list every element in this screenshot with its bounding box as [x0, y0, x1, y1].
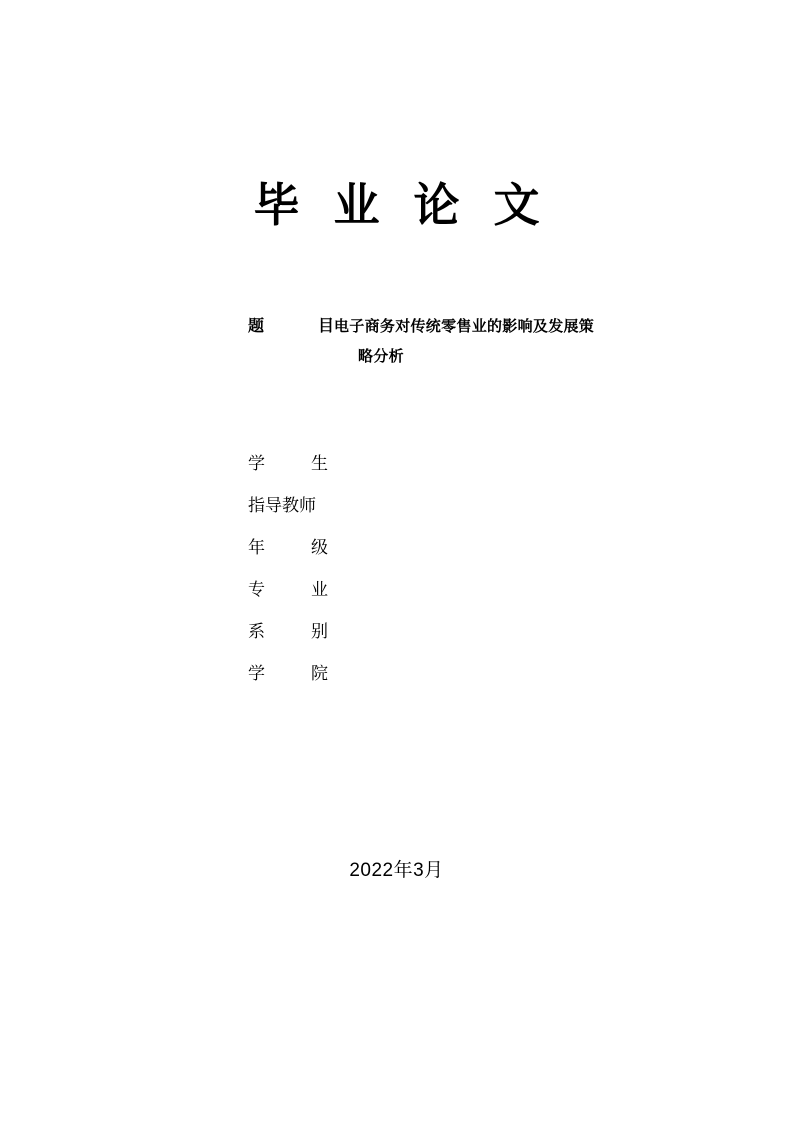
- field-value-student: [328, 451, 668, 471]
- field-row-student: [248, 440, 668, 482]
- field-label-department-char-2: 别: [311, 621, 328, 641]
- field-label-major-char-1: 专: [248, 579, 265, 599]
- subject-value-line1: 电子商务对传统零售业的影响及发展策: [334, 318, 595, 335]
- field-label-major-char-2: 业: [311, 579, 328, 599]
- subject-label-char-2: 目: [317, 318, 334, 335]
- field-value-major: [328, 577, 668, 597]
- field-label-student-char-2: 生: [311, 453, 328, 473]
- field-label-department: [248, 617, 328, 642]
- field-value-grade: [328, 535, 668, 555]
- field-label-college-char-2: 院: [311, 663, 328, 683]
- field-label-grade: [248, 533, 328, 558]
- subject-label: [248, 312, 334, 342]
- field-label-advisor-text: 指导教师: [248, 495, 316, 515]
- field-label-grade-char-2: 级: [311, 537, 328, 557]
- field-row-department: [248, 608, 668, 650]
- subject-label-char-1: 题: [248, 318, 265, 335]
- field-label-major: [248, 575, 328, 600]
- field-label-grade-char-1: 年: [248, 537, 265, 557]
- field-label-department-char-1: 系: [248, 621, 265, 641]
- field-label-college: [248, 659, 328, 684]
- page-title: 毕业论文: [253, 179, 574, 231]
- field-label-student-char-1: 学: [248, 453, 265, 473]
- field-label-student: [248, 449, 328, 474]
- subject-row: [248, 312, 708, 342]
- field-label-advisor: [248, 491, 328, 516]
- field-list: [248, 440, 668, 692]
- field-row-grade: [248, 524, 668, 566]
- field-row-college: [248, 650, 668, 692]
- field-value-advisor: [328, 493, 668, 513]
- field-row-advisor: [248, 482, 668, 524]
- subject-block: [248, 312, 708, 372]
- field-label-college-char-1: 学: [248, 663, 265, 683]
- field-row-major: [248, 566, 668, 608]
- field-value-college: [328, 661, 668, 681]
- field-value-department: [328, 619, 668, 639]
- subject-value-line2: 略分析: [358, 348, 404, 365]
- document-date: 2022年3月: [349, 860, 444, 881]
